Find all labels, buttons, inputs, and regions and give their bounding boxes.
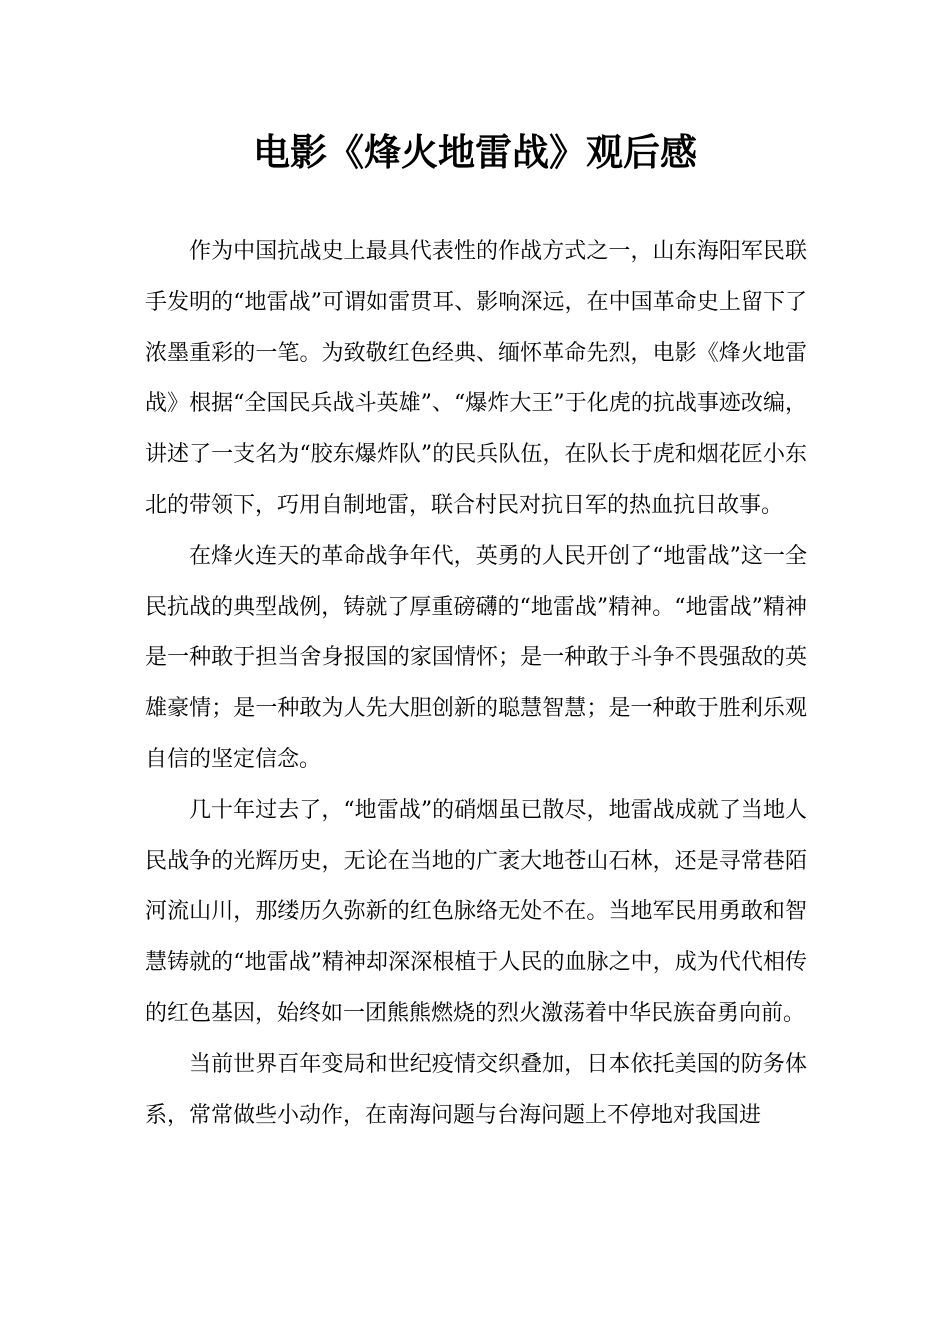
document-body [145, 227, 807, 1141]
paragraph-1: 作为中国抗战史上最具代表性的作战方式之一，山东海阳军民联手发明的“地雷战”可谓如雷贯耳、影响深远，在中国革命史上留下了浓墨重彩的一笔。为致敬红色经典、缅怀革命先烈，电影《烽火地雷战》根据“全国民兵战斗英雄”、“爆炸大王”于化虎的抗战事迹改编，讲述了一支名为“胶东爆炸队”的民兵队伍，在队长于虎和烟花匠小东北的带领下，巧用自制地雷，联合村民对抗日军的热血抗日故事。 [145, 239, 807, 518]
paragraph-2: 在烽火连天的革命战争年代，英勇的人民开创了“地雷战”这一全民抗战的典型战例，铸就了厚重磅礴的“地雷战”精神。“地雷战”精神是一种敢于担当舍身报国的家国情怀；是一种敢于斗争不畏强敌的英雄豪情；是一种敢为人先大胆创新的聪慧智慧；是一种敢于胜利乐观自信的坚定信念。 [145, 543, 807, 772]
paragraph-4: 当前世界百年变局和世纪疫情交织叠加，日本依托美国的防务体系，常常做些小动作，在南海问题与台海问题上不停地对我国进 [145, 1051, 807, 1128]
paragraph-3: 几十年过去了，“地雷战”的硝烟虽已散尽，地雷战成就了当地人民战争的光辉历史，无论在当地的广袤大地苍山石林，还是寻常巷陌河流山川，那缕历久弥新的红色脉络无处不在。当地军民用勇敢和智慧铸就的“地雷战”精神却深深根植于人民的血脉之中，成为代代相传的红色基因，始终如一团熊熊燃烧的烈火激荡着中华民族奋勇向前。 [145, 797, 807, 1026]
document-title: 电影《烽火地雷战》观后感 [253, 131, 697, 174]
